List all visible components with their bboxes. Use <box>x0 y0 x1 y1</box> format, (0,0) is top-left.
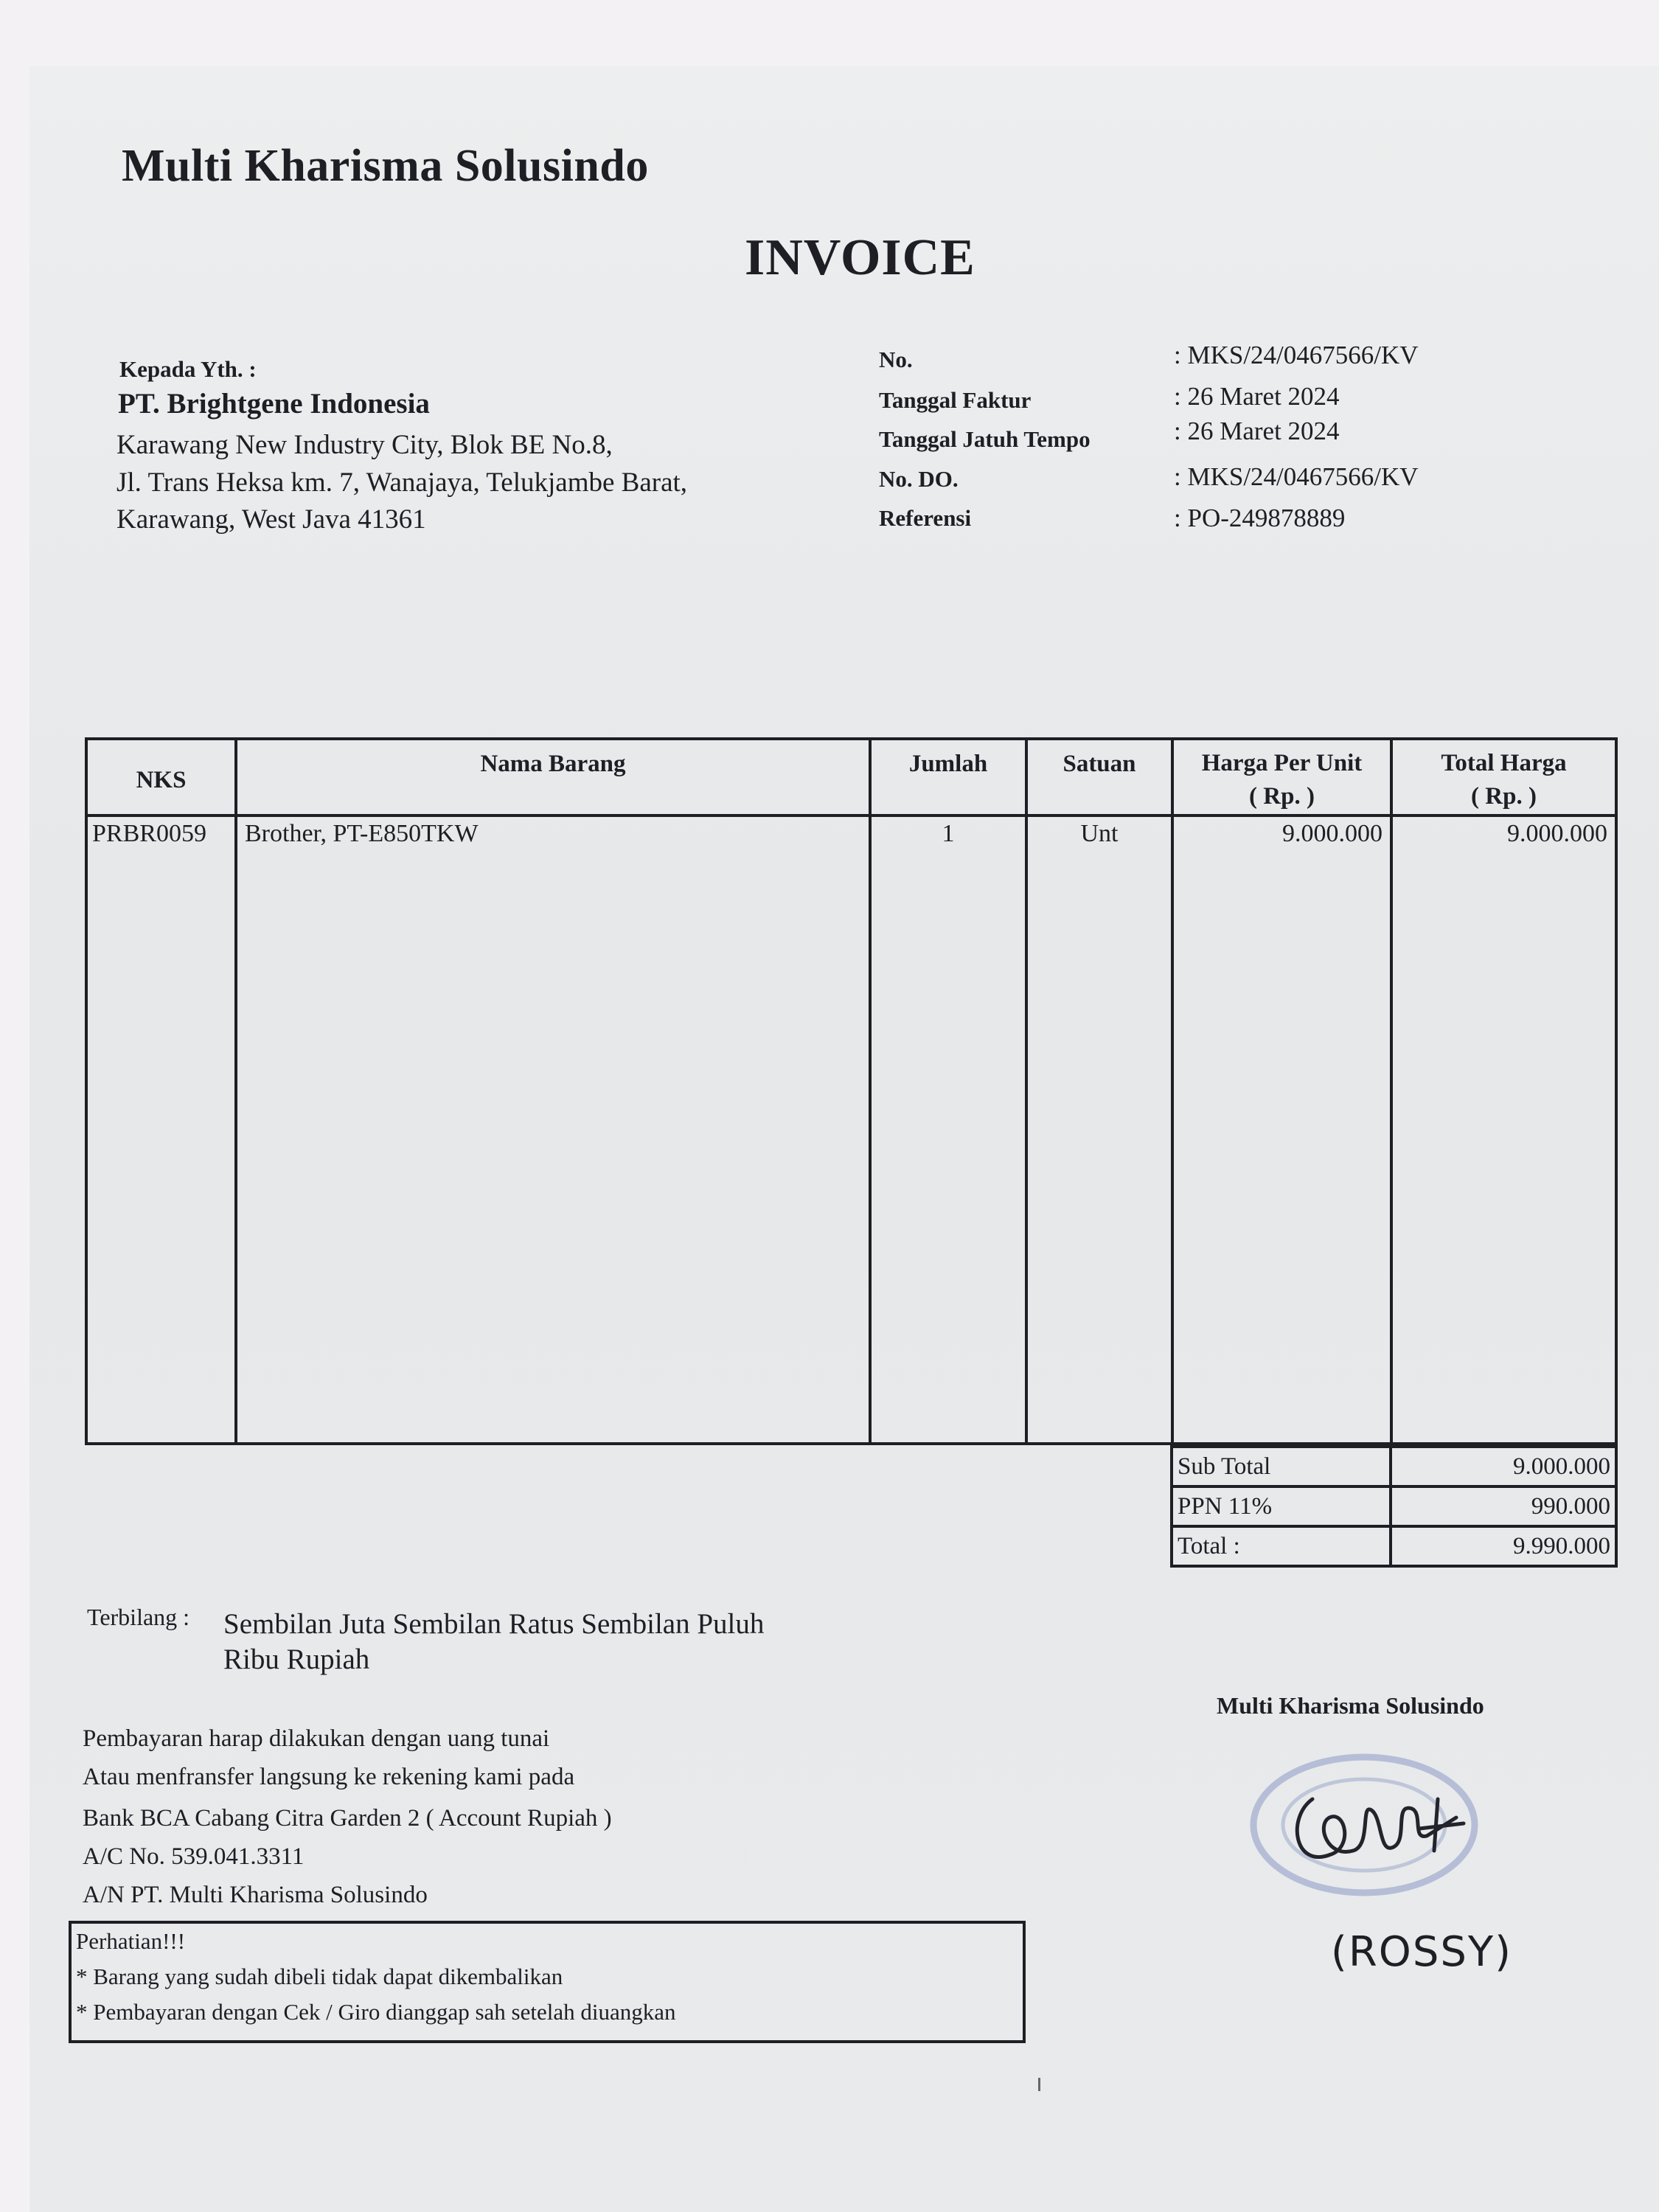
header-harga-per-unit: Harga Per Unit ( Rp. ) <box>1172 739 1391 815</box>
items-table <box>85 737 1618 1445</box>
recipient-name: PT. Brightgene Indonesia <box>118 388 430 420</box>
table-row <box>86 815 1616 860</box>
bank-name-line: Bank BCA Cabang Citra Garden 2 ( Account Rupiah ) <box>83 1805 612 1832</box>
tax-value: 990.000 <box>1391 1486 1616 1526</box>
grand-total-value: 9.990.000 <box>1391 1526 1616 1566</box>
items-table-header <box>86 739 1616 815</box>
notice-title: Perhatian!!! <box>76 1928 186 1954</box>
account-number-line: A/C No. 539.041.3311 <box>83 1843 305 1870</box>
tax-row <box>1172 1486 1616 1526</box>
cell-jumlah: 1 <box>870 815 1026 860</box>
subtotal-label: Sub Total <box>1172 1447 1391 1486</box>
cell-nama-barang: Brother, PT-E850TKW <box>236 815 870 860</box>
due-date-label: Tanggal Jatuh Tempo <box>879 426 1091 452</box>
subtotal-value: 9.000.000 <box>1391 1447 1616 1486</box>
payment-instruction-line: Pembayaran harap dilakukan dengan uang tunai <box>83 1725 550 1752</box>
reference-label: Referensi <box>879 505 972 531</box>
cell-total-harga: 9.000.000 <box>1391 815 1616 860</box>
grand-total-row <box>1172 1526 1616 1566</box>
terbilang-text-line: Ribu Rupiah <box>223 1644 370 1675</box>
header-total-harga: Total Harga ( Rp. ) <box>1391 739 1616 815</box>
reference-value: : PO-249878889 <box>1174 504 1346 532</box>
due-date-value: : 26 Maret 2024 <box>1174 417 1340 445</box>
recipient-address-line: Karawang New Industry City, Blok BE No.8, <box>116 430 613 460</box>
document-title: INVOICE <box>745 229 975 286</box>
header-nks: NKS <box>86 739 236 815</box>
header-satuan: Satuan <box>1026 739 1172 815</box>
recipient-address-line: Jl. Trans Heksa km. 7, Wanajaya, Telukjambe Barat, <box>116 467 688 498</box>
cell-nks: PRBR0059 <box>86 815 236 860</box>
recipient-address-line: Karawang, West Java 41361 <box>116 504 426 535</box>
delivery-order-label: No. DO. <box>879 466 959 492</box>
company-name: Multi Kharisma Solusindo <box>122 141 649 191</box>
signatory-name: (ROSSY) <box>1331 1928 1512 1976</box>
totals-table <box>1170 1445 1618 1568</box>
table-empty-space <box>86 860 1616 1444</box>
invoice-date-value: : 26 Maret 2024 <box>1174 382 1340 411</box>
tax-label: PPN 11% <box>1172 1486 1391 1526</box>
subtotal-row <box>1172 1447 1616 1486</box>
terbilang-label: Terbilang : <box>87 1604 190 1630</box>
header-nama-barang: Nama Barang <box>236 739 870 815</box>
notice-box <box>69 1921 1026 2043</box>
delivery-order-value: : MKS/24/0467566/KV <box>1174 462 1419 491</box>
cell-satuan: Unt <box>1026 815 1172 860</box>
invoice-date-label: Tanggal Faktur <box>879 387 1032 413</box>
signature-company: Multi Kharisma Solusindo <box>1217 1692 1484 1719</box>
account-name-line: A/N PT. Multi Kharisma Solusindo <box>83 1882 428 1908</box>
terbilang-text-line: Sembilan Juta Sembilan Ratus Sembilan Puluh <box>223 1608 765 1640</box>
recipient-label: Kepada Yth. : <box>119 356 257 382</box>
company-stamp-and-signature <box>1242 1729 1508 1921</box>
notice-item: * Barang yang sudah dibeli tidak dapat dikembalikan <box>76 1964 563 1989</box>
header-jumlah: Jumlah <box>870 739 1026 815</box>
payment-instruction-line: Atau menfransfer langsung ke rekening kami pada <box>83 1764 575 1790</box>
cell-harga-per-unit: 9.000.000 <box>1172 815 1391 860</box>
notice-item: * Pembayaran dengan Cek / Giro dianggap sah setelah diuangkan <box>76 1999 676 2025</box>
invoice-number-value: : MKS/24/0467566/KV <box>1174 341 1419 369</box>
invoice-number-label: No. <box>879 347 913 372</box>
page-mark <box>1038 2078 1040 2091</box>
grand-total-label: Total : <box>1172 1526 1391 1566</box>
